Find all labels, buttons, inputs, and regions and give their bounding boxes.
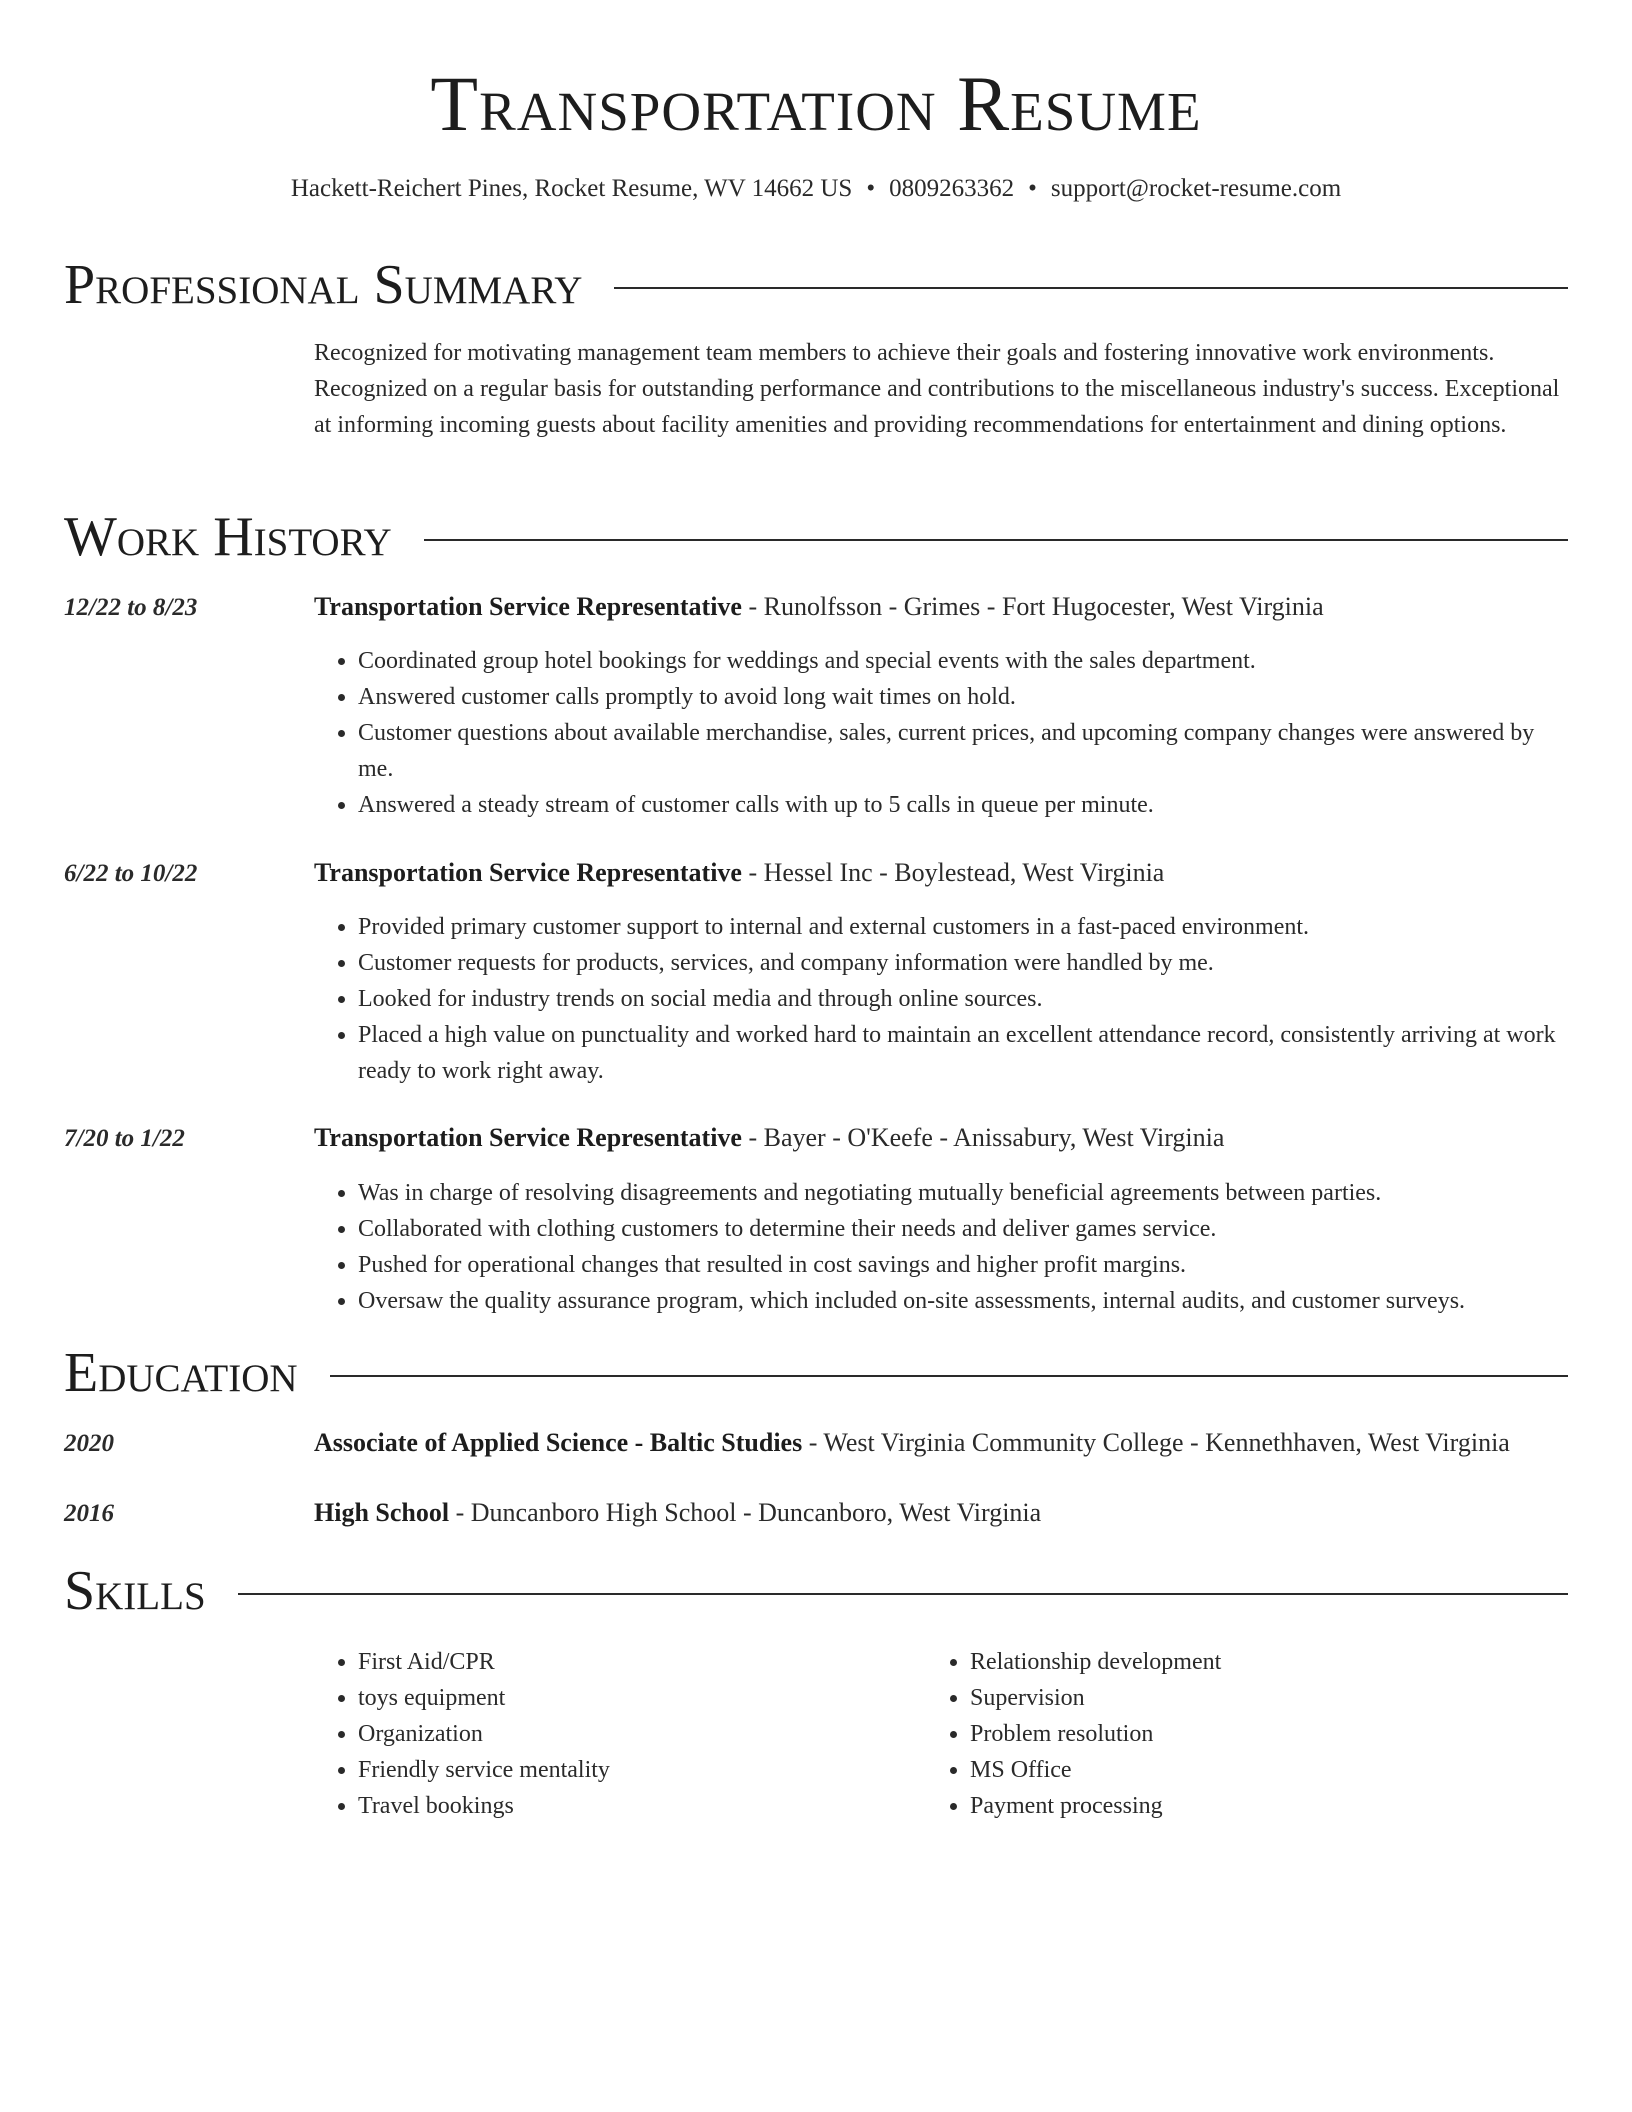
list-item: • Was in charge of resolving disagreements and negotiating mutually beneficial agreements between parties.: [358, 1175, 1568, 1211]
section-divider: [614, 287, 1568, 289]
education-year: 2016: [64, 1500, 114, 1527]
page-title: Transportation Resume: [430, 60, 1202, 147]
list-item: • Customer questions about available merchandise, sales, current prices, and upcoming company changes were answered by me.: [358, 715, 1568, 787]
education-heading: [314, 1426, 1582, 1460]
skill-item: • Organization: [358, 1716, 918, 1752]
job-dates: 12/22 to 8/23: [64, 594, 198, 621]
education-degree: Associate of Applied Science - Baltic Studies: [314, 1428, 803, 1457]
job-heading: [314, 1121, 1582, 1155]
education-details: - West Virginia Community College - Kennethhaven, West Virginia: [802, 1428, 1510, 1457]
summary-text: Recognized for motivating management team members to achieve their goals and fostering innovative work environments. Recognized on a regular basis for outstanding performance and contributions to the miscellaneous industry's success. Exceptional at informing incoming guests about facility amenities and providing recommendations for entertainment and dining options.: [314, 340, 1560, 438]
education-year: 2020: [64, 1430, 114, 1457]
job-dates: 7/20 to 1/22: [64, 1125, 185, 1152]
section-title: Education: [64, 1342, 298, 1404]
contact-line: [0, 172, 1632, 206]
skill-item: • Supervision: [970, 1680, 1570, 1716]
job-title: Transportation Service Representative: [314, 1123, 742, 1152]
skill-item: • Travel bookings: [358, 1788, 918, 1824]
skill-item: • First Aid/CPR: [358, 1644, 918, 1680]
job-title: Transportation Service Representative: [314, 858, 742, 887]
skill-item: • Problem resolution: [970, 1716, 1570, 1752]
job-bullets: [314, 1175, 1568, 1319]
job-title: Transportation Service Representative: [314, 592, 742, 621]
skill-item: • Payment processing: [970, 1788, 1570, 1824]
section-divider: [330, 1375, 1568, 1377]
section-divider: [424, 539, 1568, 541]
contact-email: support@rocket-resume.com: [1050, 175, 1342, 202]
skill-item: • toys equipment: [358, 1680, 918, 1716]
section-title: Professional Summary: [64, 254, 583, 316]
list-item: • Provided primary customer support to internal and external customers in a fast-paced environment.: [358, 909, 1568, 945]
list-item: • Customer requests for products, services, and company information were handled by me.: [358, 945, 1568, 981]
contact-separator: •: [866, 175, 876, 202]
contact-separator: •: [1028, 175, 1037, 202]
section-skills-heading: [64, 1556, 1568, 1626]
job-heading: [314, 856, 1582, 890]
job-bullets: [314, 643, 1568, 823]
list-item: • Placed a high value on punctuality and worked hard to maintain an excellent attendance record, consistently arriving at work ready to work right away.: [358, 1017, 1568, 1089]
job-bullets: [314, 909, 1568, 1089]
skills-list-left: [314, 1644, 918, 1824]
list-item: • Coordinated group hotel bookings for weddings and special events with the sales department.: [358, 643, 1568, 679]
list-item: • Answered a steady stream of customer calls with up to 5 calls in queue per minute.: [358, 787, 1568, 823]
job-details: - Runolfsson - Grimes - Fort Hugocester, West Virginia: [741, 592, 1324, 621]
list-item: • Oversaw the quality assurance program, which included on-site assessments, internal audits, and customer surveys.: [358, 1283, 1568, 1319]
section-title: Work History: [64, 506, 392, 568]
job-heading: [314, 590, 1582, 624]
contact-phone: 0809263362: [889, 175, 1015, 202]
job-dates: 6/22 to 10/22: [64, 860, 198, 887]
list-item: • Looked for industry trends on social media and through online sources.: [358, 981, 1568, 1017]
skill-item: • MS Office: [970, 1752, 1570, 1788]
list-item: • Collaborated with clothing customers to determine their needs and deliver games service.: [358, 1211, 1568, 1247]
section-education-heading: [64, 1338, 1568, 1408]
education-heading: [314, 1496, 1582, 1530]
skill-item: • Friendly service mentality: [358, 1752, 918, 1788]
skills-list-right: [926, 1644, 1570, 1824]
job-details: - Bayer - O'Keefe - Anissabury, West Virginia: [741, 1123, 1225, 1152]
list-item: • Answered customer calls promptly to avoid long wait times on hold.: [358, 679, 1568, 715]
job-details: - Hessel Inc - Boylestead, West Virginia: [741, 858, 1165, 887]
section-work-heading: [64, 502, 1568, 572]
education-degree: High School: [314, 1498, 450, 1527]
contact-address: Hackett-Reichert Pines, Rocket Resume, WV 14662 US: [290, 175, 853, 202]
education-details: - Duncanboro High School - Duncanboro, West Virginia: [449, 1498, 1042, 1527]
list-item: • Pushed for operational changes that resulted in cost savings and higher profit margins.: [358, 1247, 1568, 1283]
section-summary-heading: [64, 250, 1568, 320]
skill-item: • Relationship development: [970, 1644, 1570, 1680]
section-divider: [238, 1593, 1568, 1595]
section-title: Skills: [64, 1560, 206, 1622]
